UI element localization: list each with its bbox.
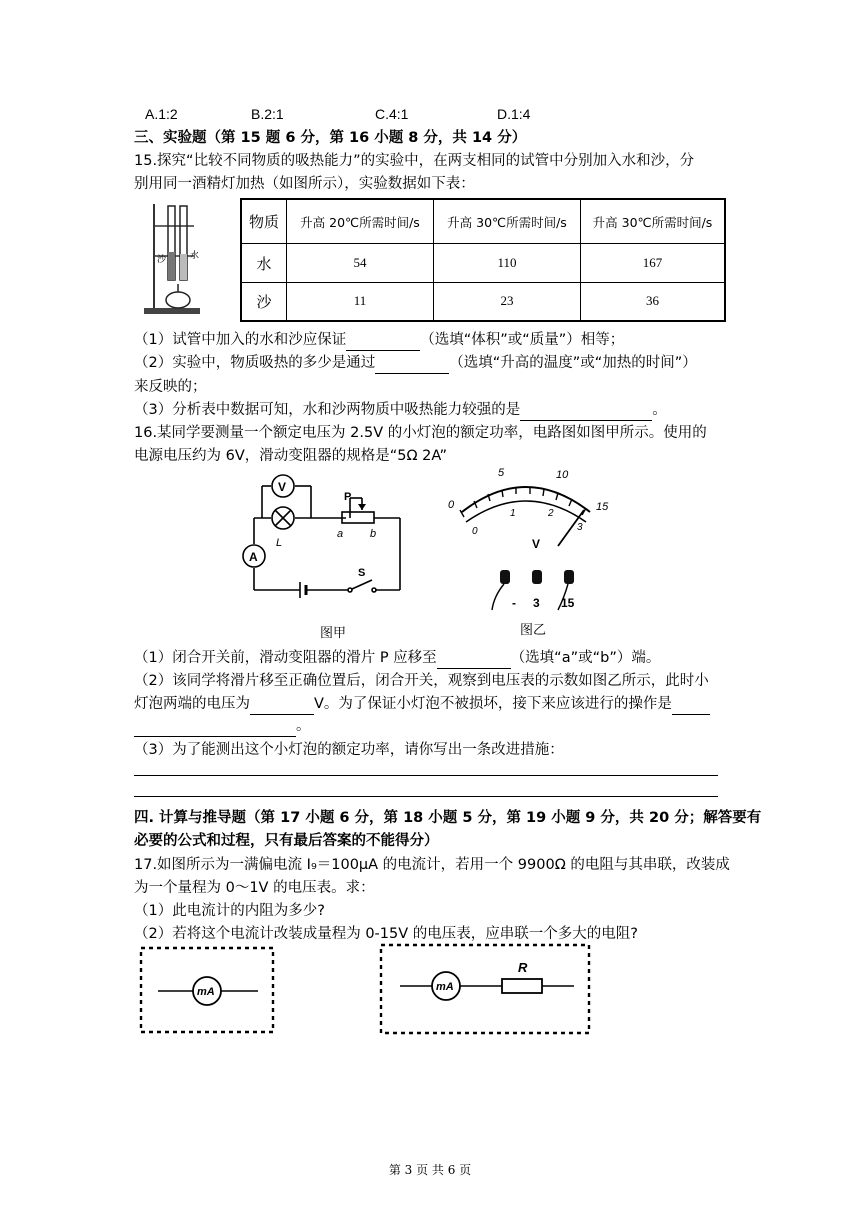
table-header: 升高 30℃所需时间/s [581, 199, 726, 244]
table-cell: 11 [287, 282, 434, 321]
table-cell: 沙 [241, 282, 287, 321]
heating-apparatus-figure [140, 196, 206, 322]
table-row [241, 244, 725, 283]
q17-stem-line2: 为一个量程为 0～1V 的电压表。求： [134, 880, 375, 896]
q16-part2-line1: （2）该同学将滑片移至正确位置后，闭合开关，观察到电压表的示数如图乙所示，此时小 [134, 673, 709, 689]
lamp-label: L [276, 537, 283, 549]
table-cell: 167 [581, 244, 726, 283]
q17-stem-line1: 17.如图所示为一满偏电流 I₉＝100μA 的电流计，若用一个 9900Ω 的电阻与其串联，改装成 [134, 857, 730, 873]
table-row [241, 282, 725, 321]
dial-top-10: 10 [556, 469, 569, 481]
table-cell: 36 [581, 282, 726, 321]
dial-top-5: 5 [498, 467, 505, 479]
table-cell: 54 [287, 244, 434, 283]
q16-stem-line1: 16.某同学要测量一个额定电压为 2.5V 的小灯泡的额定功率，电路图如图甲所示。使用的 [134, 425, 707, 441]
slider-label: P [344, 491, 352, 503]
figure-b-caption: 图乙 [520, 622, 547, 637]
dial-bottom-3: 3 [577, 522, 583, 533]
table-header: 升高 30℃所需时间/s [434, 199, 581, 244]
switch-label: S [358, 567, 366, 579]
ammeter-label: A [249, 550, 258, 564]
dial-top-15: 15 [596, 501, 609, 513]
voltmeter-dial-figure [440, 464, 616, 642]
table-cell: 水 [241, 244, 287, 283]
sand-label: 沙 [157, 254, 167, 264]
resistor-label: R [518, 960, 528, 975]
answer-line[interactable] [134, 796, 718, 797]
q16-part2-line2: 灯泡两端的电压为 V。为了保证小灯泡不被损坏，接下来应该进行的操作是 [134, 694, 710, 715]
galvanometer-figure [138, 945, 278, 1037]
dial-bottom-0: 0 [472, 526, 478, 537]
answer-line[interactable] [134, 775, 718, 776]
galvanometer-resistor-figure [378, 942, 592, 1038]
answer-blank[interactable] [375, 353, 449, 374]
q16-stem-line2: 电源电压约为 6V，滑动变阻器的规格是“5Ω 2A” [134, 448, 448, 464]
voltmeter-label: V [278, 480, 287, 494]
table-header: 物质 [241, 199, 287, 244]
water-label: 水 [190, 250, 200, 260]
q15-part2: （2）实验中，物质吸热的多少是通过 （选填“升高的温度”或“加热的时间”） [134, 353, 697, 374]
q15-part2-line2: 来反映的； [134, 379, 207, 395]
q15-stem-line2: 别用同一酒精灯加热（如图所示），实验数据如下表： [134, 176, 475, 192]
meter-label: mA [436, 981, 454, 993]
figure-a-caption: 图甲 [320, 625, 347, 640]
q17-part2: （2）若将这个电流计改装成量程为 0-15V 的电压表，应串联一个多大的电阻? [134, 926, 638, 942]
table-header: 升高 20℃所需时间/s [287, 199, 434, 244]
rheostat-end-b: b [370, 528, 377, 540]
dial-unit: V [532, 537, 541, 551]
meter-label: mA [197, 986, 215, 998]
option-d: D.1:4 [497, 106, 531, 122]
q16-part1: （1）闭合开关前，滑动变阻器的滑片 P 应移至 （选填“a”或“b”）端。 [134, 648, 660, 669]
dial-top-0: 0 [448, 499, 455, 511]
q16-part2-line3: 。 [134, 716, 311, 737]
dial-bottom-1: 1 [510, 508, 516, 519]
answer-blank[interactable] [672, 694, 710, 715]
section4-title-line2: 必要的公式和过程，只有最后答案的不能得分） [134, 833, 439, 849]
answer-blank[interactable] [250, 694, 314, 715]
page-footer: 第 3 页 共 6 页 [388, 1163, 472, 1177]
option-c: C.4:1 [375, 106, 409, 122]
dial-bottom-2: 2 [548, 508, 554, 519]
q15-data-table [240, 198, 726, 322]
q15-part1: （1）试管中加入的水和沙应保证 （选填“体积”或“质量”）相等； [134, 330, 624, 351]
answer-blank[interactable] [437, 648, 511, 669]
option-a: A.1:2 [145, 106, 178, 122]
section3-title: 三、实验题（第 15 题 6 分，第 16 小题 8 分，共 14 分） [134, 130, 527, 146]
answer-blank[interactable] [346, 330, 420, 351]
q15-stem-line1: 15.探究“比较不同物质的吸热能力”的实验中，在两支相同的试管中分别加入水和沙，分 [134, 153, 695, 169]
table-cell: 110 [434, 244, 581, 283]
terminal-15: 15 [561, 596, 575, 610]
answer-blank[interactable] [134, 716, 296, 737]
table-cell: 23 [434, 282, 581, 321]
terminal-3: 3 [533, 596, 540, 610]
answer-blank[interactable] [520, 400, 652, 421]
option-b: B.2:1 [251, 106, 284, 122]
q17-part1: （1）此电流计的内阻为多少? [134, 903, 325, 919]
q15-part3: （3）分析表中数据可知，水和沙两物质中吸热能力较强的是 。 [134, 400, 667, 421]
q16-part3: （3）为了能测出这个小灯泡的额定功率，请你写出一条改进措施： [134, 742, 564, 758]
section4-title-line1: 四. 计算与推导题（第 17 小题 6 分，第 18 小题 5 分，第 19 小题 9 分，共 20 分；解答要有 [134, 810, 762, 826]
rheostat-end-a: a [337, 528, 344, 540]
circuit-diagram-figure [236, 466, 420, 642]
terminal-minus: - [512, 596, 516, 610]
